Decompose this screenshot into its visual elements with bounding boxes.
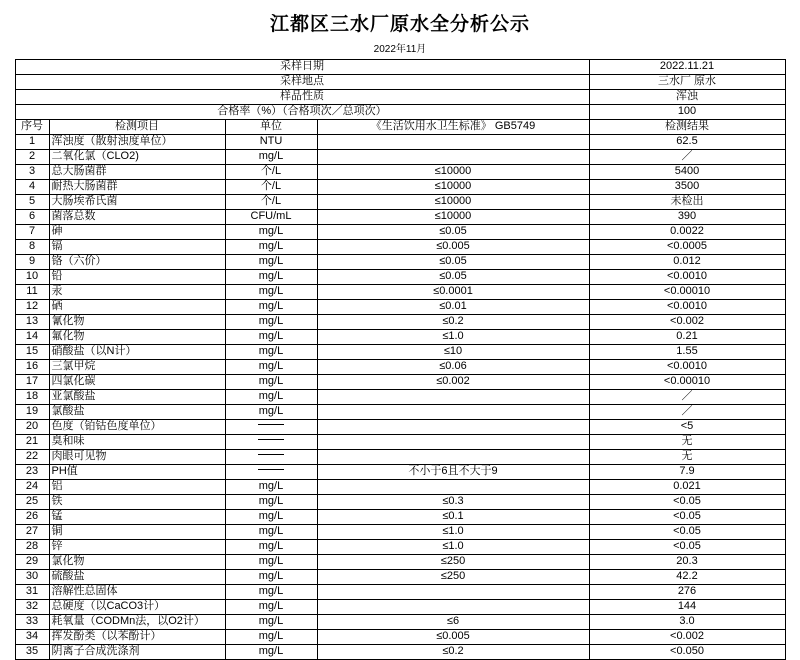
cell-unit: mg/L: [225, 359, 317, 374]
cell-no: 34: [15, 629, 49, 644]
cell-result: 0.021: [589, 479, 785, 494]
cell-result: 0.21: [589, 329, 785, 344]
table-row: [15, 479, 785, 494]
cell-unit: [225, 434, 317, 449]
column-header-result: 检测结果: [589, 119, 785, 134]
cell-item: 大肠埃希氏菌: [49, 194, 225, 209]
table-row: [15, 254, 785, 269]
cell-unit: mg/L: [225, 299, 317, 314]
cell-result: <0.00010: [589, 284, 785, 299]
cell-no: 28: [15, 539, 49, 554]
cell-item: 铬（六价）: [49, 254, 225, 269]
cell-no: 1: [15, 134, 49, 149]
cell-standard: ≤1.0: [317, 524, 589, 539]
cell-standard: ≤0.2: [317, 644, 589, 659]
cell-result: <5: [589, 419, 785, 434]
table-row: [15, 419, 785, 434]
dash-mark: [258, 469, 284, 470]
cell-result: 无: [589, 449, 785, 464]
cell-item: 汞: [49, 284, 225, 299]
cell-unit: mg/L: [225, 404, 317, 419]
cell-no: 20: [15, 419, 49, 434]
column-header-no: 序号: [15, 119, 49, 134]
cell-item: 铜: [49, 524, 225, 539]
cell-no: 19: [15, 404, 49, 419]
table-row: [15, 464, 785, 479]
cell-unit: 个/L: [225, 164, 317, 179]
cell-item: 总大肠菌群: [49, 164, 225, 179]
cell-no: 13: [15, 314, 49, 329]
cell-no: 21: [15, 434, 49, 449]
cell-no: 32: [15, 599, 49, 614]
cell-no: 29: [15, 554, 49, 569]
cell-no: 17: [15, 374, 49, 389]
cell-standard: ≤10000: [317, 209, 589, 224]
cell-standard: 不小于6且不大于9: [317, 464, 589, 479]
table-row: [15, 629, 785, 644]
cell-standard: ≤250: [317, 554, 589, 569]
cell-unit: [225, 419, 317, 434]
cell-standard: ≤0.05: [317, 254, 589, 269]
table-row: [15, 644, 785, 659]
cell-standard: [317, 404, 589, 419]
table-row: [15, 524, 785, 539]
cell-standard: ≤0.005: [317, 239, 589, 254]
table-row: [15, 599, 785, 614]
cell-no: 5: [15, 194, 49, 209]
table-row: [15, 134, 785, 149]
cell-unit: mg/L: [225, 314, 317, 329]
table-row: [15, 299, 785, 314]
cell-no: 27: [15, 524, 49, 539]
cell-standard: [317, 134, 589, 149]
cell-item: 锰: [49, 509, 225, 524]
cell-item: 色度（铂钴色度单位）: [49, 419, 225, 434]
cell-standard: [317, 434, 589, 449]
cell-unit: mg/L: [225, 344, 317, 359]
cell-no: 31: [15, 584, 49, 599]
cell-item: 挥发酚类（以苯酚计）: [49, 629, 225, 644]
column-header-unit: 单位: [225, 119, 317, 134]
cell-no: 7: [15, 224, 49, 239]
cell-unit: mg/L: [225, 524, 317, 539]
cell-unit: 个/L: [225, 179, 317, 194]
cell-item: 菌落总数: [49, 209, 225, 224]
cell-unit: mg/L: [225, 509, 317, 524]
table-row: [15, 329, 785, 344]
column-header-standard: 《生活饮用水卫生标准》 GB5749: [317, 119, 589, 134]
cell-unit: [225, 449, 317, 464]
cell-standard: ≤10000: [317, 179, 589, 194]
table-row: [15, 509, 785, 524]
cell-no: 4: [15, 179, 49, 194]
table-row: [15, 269, 785, 284]
cell-unit: mg/L: [225, 284, 317, 299]
cell-no: 23: [15, 464, 49, 479]
cell-unit: mg/L: [225, 329, 317, 344]
table-row: [15, 344, 785, 359]
table-row: [15, 179, 785, 194]
cell-standard: ≤0.05: [317, 224, 589, 239]
cell-unit: mg/L: [225, 644, 317, 659]
cell-standard: ≤0.01: [317, 299, 589, 314]
cell-result: ／: [589, 389, 785, 404]
cell-result: 20.3: [589, 554, 785, 569]
cell-item: 臭和味: [49, 434, 225, 449]
cell-item: 氯酸盐: [49, 404, 225, 419]
cell-unit: mg/L: [225, 629, 317, 644]
cell-item: 浑浊度（散射浊度单位）: [49, 134, 225, 149]
cell-no: 25: [15, 494, 49, 509]
cell-no: 15: [15, 344, 49, 359]
cell-item: 三氯甲烷: [49, 359, 225, 374]
cell-no: 9: [15, 254, 49, 269]
info-label: 采样地点: [15, 74, 589, 89]
cell-item: 耗氧量（CODMn法，以O2计）: [49, 614, 225, 629]
info-value: 三水厂 原水: [589, 74, 785, 89]
cell-standard: [317, 584, 589, 599]
cell-item: 二氧化氯（CLO2): [49, 149, 225, 164]
cell-result: <0.05: [589, 524, 785, 539]
cell-standard: [317, 149, 589, 164]
cell-item: 铁: [49, 494, 225, 509]
cell-result: 42.2: [589, 569, 785, 584]
cell-standard: [317, 389, 589, 404]
cell-item: PH值: [49, 464, 225, 479]
cell-result: <0.00010: [589, 374, 785, 389]
cell-item: 氰化物: [49, 314, 225, 329]
cell-item: 砷: [49, 224, 225, 239]
table-row: [15, 389, 785, 404]
cell-no: 8: [15, 239, 49, 254]
cell-result: <0.0010: [589, 299, 785, 314]
cell-item: 溶解性总固体: [49, 584, 225, 599]
table-row: [15, 359, 785, 374]
cell-result: 62.5: [589, 134, 785, 149]
info-value: 浑浊: [589, 89, 785, 104]
cell-item: 镉: [49, 239, 225, 254]
cell-item: 肉眼可见物: [49, 449, 225, 464]
table-row: [15, 434, 785, 449]
table-header-row: [15, 119, 785, 134]
cell-result: 276: [589, 584, 785, 599]
cell-standard: ≤0.1: [317, 509, 589, 524]
table-row: [15, 569, 785, 584]
page-subtitle: 2022年11月: [373, 43, 427, 55]
cell-result: <0.05: [589, 509, 785, 524]
table-row: [15, 539, 785, 554]
cell-result: <0.05: [589, 539, 785, 554]
cell-item: 氯化物: [49, 554, 225, 569]
cell-no: 22: [15, 449, 49, 464]
cell-unit: mg/L: [225, 239, 317, 254]
cell-result: 0.012: [589, 254, 785, 269]
table-row: [15, 614, 785, 629]
cell-no: 14: [15, 329, 49, 344]
cell-no: 16: [15, 359, 49, 374]
table-row: [15, 494, 785, 509]
cell-standard: ≤1.0: [317, 329, 589, 344]
cell-unit: mg/L: [225, 599, 317, 614]
cell-no: 33: [15, 614, 49, 629]
info-label: 合格率（%）（合格项次／总项次）: [15, 104, 589, 119]
cell-no: 12: [15, 299, 49, 314]
cell-item: 总硬度（以CaCO3计）: [49, 599, 225, 614]
cell-unit: mg/L: [225, 554, 317, 569]
cell-item: 硒: [49, 299, 225, 314]
cell-result: 1.55: [589, 344, 785, 359]
cell-unit: 个/L: [225, 194, 317, 209]
cell-result: ／: [589, 149, 785, 164]
cell-result: <0.05: [589, 494, 785, 509]
table-row: [15, 224, 785, 239]
table-row: [15, 284, 785, 299]
cell-no: 10: [15, 269, 49, 284]
table-row: [15, 554, 785, 569]
cell-no: 11: [15, 284, 49, 299]
cell-standard: ≤0.0001: [317, 284, 589, 299]
cell-unit: mg/L: [225, 494, 317, 509]
cell-unit: mg/L: [225, 479, 317, 494]
cell-item: 硝酸盐（以N计）: [49, 344, 225, 359]
info-row: [15, 89, 785, 104]
cell-standard: ≤250: [317, 569, 589, 584]
cell-standard: ≤0.2: [317, 314, 589, 329]
cell-no: 24: [15, 479, 49, 494]
cell-result: <0.050: [589, 644, 785, 659]
cell-result: 3.0: [589, 614, 785, 629]
cell-result: <0.0010: [589, 359, 785, 374]
cell-no: 2: [15, 149, 49, 164]
cell-item: 铝: [49, 479, 225, 494]
cell-item: 锌: [49, 539, 225, 554]
cell-result: <0.0005: [589, 239, 785, 254]
cell-item: 阴离子合成洗涤剂: [49, 644, 225, 659]
cell-standard: [317, 449, 589, 464]
cell-standard: ≤0.002: [317, 374, 589, 389]
info-label: 样品性质: [15, 89, 589, 104]
cell-item: 氟化物: [49, 329, 225, 344]
cell-no: 3: [15, 164, 49, 179]
cell-unit: mg/L: [225, 254, 317, 269]
info-value: 2022.11.21: [589, 59, 785, 74]
cell-result: <0.0010: [589, 269, 785, 284]
cell-unit: [225, 464, 317, 479]
cell-unit: mg/L: [225, 584, 317, 599]
table-row: [15, 404, 785, 419]
table-row: [15, 239, 785, 254]
cell-unit: NTU: [225, 134, 317, 149]
info-row: [15, 74, 785, 89]
cell-item: 铅: [49, 269, 225, 284]
dash-mark: [258, 439, 284, 440]
info-row: [15, 59, 785, 74]
cell-result: 5400: [589, 164, 785, 179]
cell-result: <0.002: [589, 629, 785, 644]
table-body: [15, 59, 785, 659]
table-row: [15, 584, 785, 599]
cell-unit: mg/L: [225, 269, 317, 284]
cell-unit: mg/L: [225, 149, 317, 164]
cell-result: 144: [589, 599, 785, 614]
cell-result: 未检出: [589, 194, 785, 209]
dash-mark: [258, 424, 284, 425]
cell-no: 6: [15, 209, 49, 224]
cell-item: 四氯化碳: [49, 374, 225, 389]
table-row: [15, 374, 785, 389]
analysis-table: [15, 59, 786, 660]
table-row: [15, 209, 785, 224]
page-title: 江都区三水厂原水全分析公示: [269, 14, 530, 35]
cell-result: 390: [589, 209, 785, 224]
cell-result: <0.002: [589, 314, 785, 329]
cell-standard: ≤0.05: [317, 269, 589, 284]
info-label: 采样日期: [15, 59, 589, 74]
cell-standard: [317, 419, 589, 434]
cell-unit: mg/L: [225, 374, 317, 389]
cell-unit: mg/L: [225, 389, 317, 404]
cell-no: 26: [15, 509, 49, 524]
info-value: 100: [589, 104, 785, 119]
cell-item: 耐热大肠菌群: [49, 179, 225, 194]
info-row: [15, 104, 785, 119]
cell-no: 30: [15, 569, 49, 584]
cell-result: 0.0022: [589, 224, 785, 239]
cell-result: 7.9: [589, 464, 785, 479]
cell-result: 无: [589, 434, 785, 449]
cell-standard: ≤0.005: [317, 629, 589, 644]
cell-standard: ≤1.0: [317, 539, 589, 554]
column-header-item: 检测项目: [49, 119, 225, 134]
cell-standard: ≤0.06: [317, 359, 589, 374]
cell-standard: [317, 479, 589, 494]
cell-unit: mg/L: [225, 539, 317, 554]
cell-standard: [317, 599, 589, 614]
table-row: [15, 194, 785, 209]
cell-unit: mg/L: [225, 614, 317, 629]
cell-standard: ≤6: [317, 614, 589, 629]
cell-unit: CFU/mL: [225, 209, 317, 224]
table-row: [15, 164, 785, 179]
dash-mark: [258, 454, 284, 455]
table-row: [15, 314, 785, 329]
cell-item: 亚氯酸盐: [49, 389, 225, 404]
cell-unit: mg/L: [225, 224, 317, 239]
cell-item: 硫酸盐: [49, 569, 225, 584]
cell-result: ／: [589, 404, 785, 419]
cell-result: 3500: [589, 179, 785, 194]
cell-standard: ≤10000: [317, 164, 589, 179]
cell-standard: ≤10000: [317, 194, 589, 209]
cell-standard: ≤10: [317, 344, 589, 359]
cell-standard: ≤0.3: [317, 494, 589, 509]
table-row: [15, 149, 785, 164]
cell-unit: mg/L: [225, 569, 317, 584]
table-row: [15, 449, 785, 464]
cell-no: 18: [15, 389, 49, 404]
cell-no: 35: [15, 644, 49, 659]
